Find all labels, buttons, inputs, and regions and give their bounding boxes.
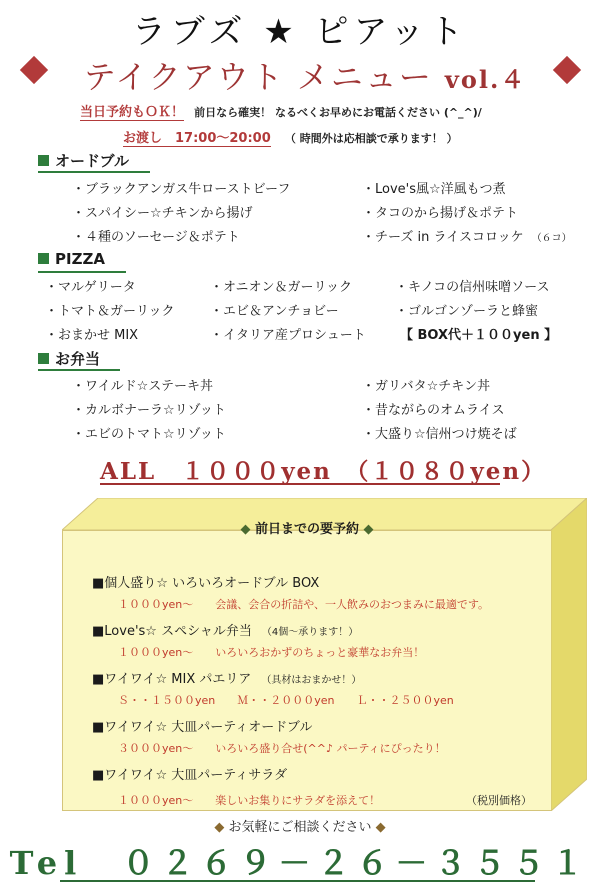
menu-item: ・マルゲリータ: [45, 280, 136, 295]
preorder-item-desc: １０００yen～ 会議、会合の折詰や、一人飲みのおつまみに最適です。: [118, 598, 490, 611]
preorder-item-name: ■ワイワイ☆ 大皿パーティオードブル: [92, 720, 313, 735]
menu-item: ・ゴルゴンゾーラと蜂蜜: [395, 304, 539, 319]
menu-item: ・スパイシー☆チキンから揚げ: [72, 206, 253, 221]
diamond-left-icon: [20, 56, 48, 84]
store-name: ラブズ ★ ピアット: [131, 12, 469, 52]
menu-item: ・Love's風☆洋風もつ煮: [362, 182, 506, 197]
menu-item: ・チーズ in ライスコロッケ （６コ）: [362, 230, 572, 245]
preorder-item-desc: １０００yen～ 楽しいお集りにサラダを添えて！: [118, 794, 381, 807]
price-underline: [100, 483, 500, 485]
menu-item: ・ワイルド☆ステーキ丼: [72, 379, 214, 394]
diamond-icon: ◆: [375, 820, 386, 835]
hours-note: [123, 127, 458, 146]
section-heading-pizza: PIZZA: [38, 250, 105, 268]
hours-text: （ 時間外は応相談で承ります！ ）: [284, 132, 458, 145]
menu-item: ・ガリバタ☆チキン丼: [362, 379, 491, 394]
telephone-number[interactable]: Tel ０２６９－２６－３５５１: [9, 844, 591, 882]
preorder-item-note: （具材はおまかせ！）: [261, 675, 362, 686]
menu-volume: vol.４: [444, 65, 527, 94]
hours-label: お渡し 17:00～20:00: [123, 131, 271, 146]
menu-item: ・おまかせ MIX: [45, 328, 139, 343]
menu-title: [70, 52, 540, 98]
preorder-title: ◆ 前日までの要予約 ◆: [240, 522, 374, 537]
menu-item: ・カルボナーラ☆リゾット: [72, 403, 226, 418]
menu-item: ・イタリア産プロシュート: [210, 328, 366, 343]
menu-item: ・大盛り☆信州つけ焼そば: [362, 427, 517, 442]
section-heading-hors-doeuvre: オードブル: [38, 150, 129, 171]
qty-note: （６コ）: [531, 233, 572, 244]
section-heading-bento: お弁当: [38, 348, 100, 369]
menu-item: ・４種のソーセージ＆ポテト: [72, 230, 240, 245]
price-all: ALL １０００yen （１０８０yen）: [100, 458, 547, 485]
section-underline: [38, 171, 150, 173]
menu-item: ・ブラックアンガス牛ローストビーフ: [72, 182, 291, 197]
preorder-item-name: ■Love's☆ スペシャル弁当 （4個～承ります！）: [92, 624, 359, 639]
diamond-icon: ◆: [214, 820, 225, 835]
diamond-icon: ◆: [363, 522, 374, 537]
green-square-icon: [38, 253, 49, 264]
menu-item: ・タコのから揚げ＆ポテト: [362, 206, 519, 221]
preorder-item-desc: １０００yen～ いろいろおかずのちょっと豪華なお弁当！: [118, 646, 425, 659]
menu-title-text: テイクアウト メニュー: [83, 58, 433, 96]
menu-item: ・オニオン＆ガーリック: [210, 280, 352, 295]
tax-note: （税別価格）: [466, 794, 532, 807]
section-underline: [38, 369, 120, 371]
consult-note: ◆ お気軽にご相談ください ◆: [214, 820, 386, 835]
diamond-right-icon: [553, 56, 581, 84]
preorder-item-name: ■ワイワイ☆ MIX パエリア （具材はおまかせ！）: [92, 672, 362, 687]
menu-item: ・昔ながらのオムライス: [362, 403, 505, 418]
green-square-icon: [38, 155, 49, 166]
menu-item: ・トマト＆ガーリック: [45, 304, 175, 319]
same-day-label: 当日予約もＯＫ！: [80, 105, 185, 120]
tel-underline: [60, 880, 535, 882]
box-fee-note: 【 BOX代＋１００yen 】: [400, 328, 558, 343]
preorder-item-desc: ３０００yen～ いろいろ盛り合せ(^^♪ パーティにぴったり！: [118, 742, 446, 755]
box-side-face: [551, 498, 587, 811]
green-square-icon: [38, 353, 49, 364]
menu-item: ・エビ＆アンチョビー: [210, 304, 339, 319]
menu-item: ・キノコの信州味噌ソース: [395, 280, 550, 295]
same-day-text: 前日なら確実！ なるべくお早めにお電話ください (^_^)/: [194, 106, 482, 119]
same-day-note: [80, 101, 482, 120]
preorder-item-note: （4個～承ります！）: [261, 627, 359, 638]
preorder-item-name: ■ワイワイ☆ 大皿パーティサラダ: [92, 768, 288, 783]
diamond-icon: ◆: [240, 522, 251, 537]
preorder-item-desc: Ｓ・・１５００yen Ｍ・・２０００yen Ｌ・・２５００yen: [118, 694, 454, 707]
preorder-item-name: ■個人盛り☆ いろいろオードブル BOX: [92, 576, 320, 591]
section-underline: [38, 271, 126, 273]
menu-item: ・エビのトマト☆リゾット: [72, 427, 226, 442]
